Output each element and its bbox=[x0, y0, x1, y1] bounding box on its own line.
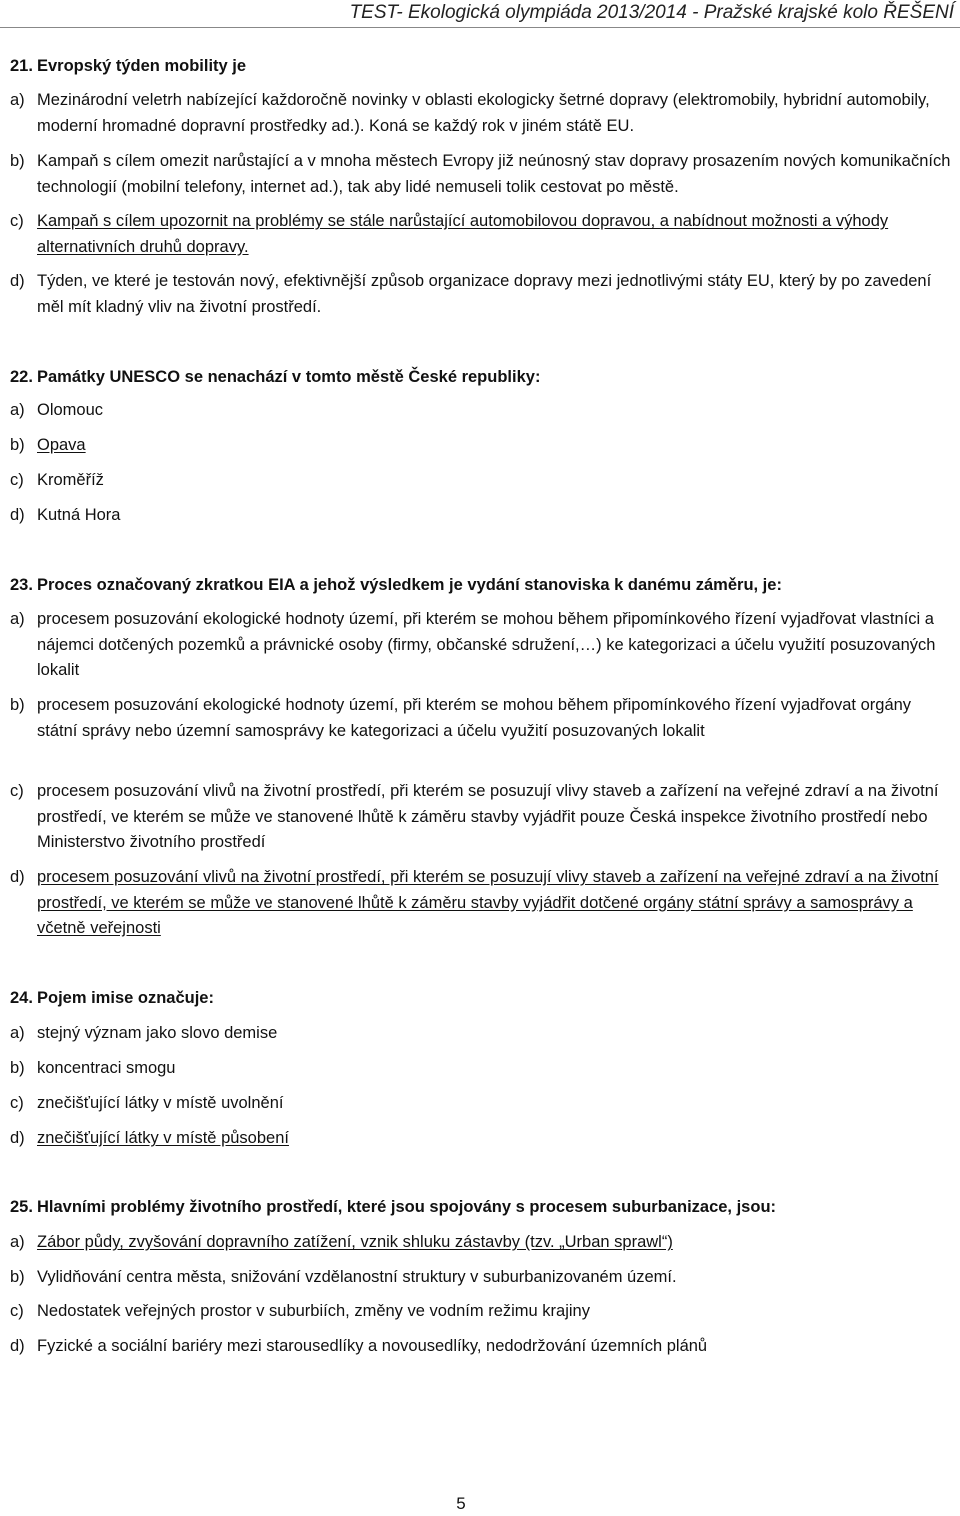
question-25-title bbox=[10, 1195, 955, 1219]
option-letter: b) bbox=[10, 436, 25, 454]
option-letter: b) bbox=[10, 152, 25, 170]
question-text: Hlavními problémy životního prostředí, které jsou spojovány s procesem suburbanizace, jsou: bbox=[37, 1198, 777, 1216]
question-24-option-a bbox=[10, 1021, 955, 1047]
option-letter: a) bbox=[10, 91, 25, 109]
question-number: 23. bbox=[10, 576, 33, 594]
question-text: Evropský týden mobility je bbox=[37, 57, 247, 75]
question-24-option-d bbox=[10, 1126, 955, 1152]
option-text: Vylidňování centra města, snižování vzdělanostní struktury v suburbanizovaném území. bbox=[37, 1268, 677, 1286]
option-letter: b) bbox=[10, 1059, 25, 1077]
option-text: procesem posuzování ekologické hodnoty území, při kterém se mohou během připomínkového řízení vyjadřovat orgány státní správy nebo územní samosprávy ke kategorizaci a účelu využití posuzovaných lokalit bbox=[37, 696, 912, 740]
question-24-option-b bbox=[10, 1056, 955, 1082]
option-letter: a) bbox=[10, 1233, 25, 1251]
option-letter: c) bbox=[10, 212, 24, 230]
option-letter: d) bbox=[10, 1337, 25, 1355]
question-text: Proces označovaný zkratkou EIA a jehož výsledkem je vydání stanoviska k danému záměru, je: bbox=[37, 576, 782, 594]
question-21-option-a bbox=[10, 88, 955, 139]
option-letter: c) bbox=[10, 1302, 24, 1320]
option-text: Kampaň s cílem omezit narůstající a v mnoha městech Evropy již neúnosný stav dopravy prosazením nových komunikačních technologií (mobilní telefony, internet ad.), tak aby lidé nemuseli tolik cestovat po městě. bbox=[37, 152, 951, 196]
option-letter: d) bbox=[10, 868, 25, 886]
question-22-title bbox=[10, 365, 955, 389]
option-text: procesem posuzování ekologické hodnoty území, při kterém se mohou během připomínkového řízení vyjadřovat vlastníci a nájemci dotčených pozemků a právnické osoby (firmy, občanské sdružení,…) ke kategorizaci a účelu využití posuzovaných lokalit bbox=[37, 610, 936, 679]
question-21-option-d bbox=[10, 269, 955, 320]
option-letter: c) bbox=[10, 1094, 24, 1112]
header-rule bbox=[0, 27, 960, 28]
question-25-option-a bbox=[10, 1230, 955, 1256]
option-text-correct: procesem posuzování vlivů na životní prostředí, při kterém se posuzují vlivy staveb a zařízení na veřejné zdraví a na životní prostředí, ve kterém se může ve stanovené lhůtě k záměru stavby vyjádřit dotčené orgány státní správy a samosprávy a včetně veřejnosti bbox=[37, 868, 939, 937]
option-text-correct: Opava bbox=[37, 436, 86, 454]
option-letter: a) bbox=[10, 610, 25, 628]
option-letter: d) bbox=[10, 1129, 25, 1147]
option-text: koncentraci smogu bbox=[37, 1059, 176, 1077]
option-text-correct: znečišťující látky v místě působení bbox=[37, 1129, 289, 1147]
question-22-option-d bbox=[10, 503, 955, 529]
question-number: 24. bbox=[10, 989, 33, 1007]
option-letter: a) bbox=[10, 1024, 25, 1042]
question-23-option-b bbox=[10, 693, 955, 744]
option-letter: d) bbox=[10, 506, 25, 524]
question-25-option-c bbox=[10, 1299, 955, 1325]
option-text: stejný význam jako slovo demise bbox=[37, 1024, 278, 1042]
question-23-option-c bbox=[10, 779, 955, 856]
question-22-option-c bbox=[10, 468, 955, 494]
question-number: 25. bbox=[10, 1198, 33, 1216]
option-letter: c) bbox=[10, 782, 24, 800]
question-text: Pojem imise označuje: bbox=[37, 989, 214, 1007]
question-24-title bbox=[10, 986, 955, 1010]
page-header: TEST- Ekologická olympiáda 2013/2014 - Pražské krajské kolo ŘEŠENÍ bbox=[349, 2, 954, 23]
option-letter: a) bbox=[10, 401, 25, 419]
question-25-option-d bbox=[10, 1334, 955, 1360]
question-22-option-a bbox=[10, 398, 955, 424]
option-text-correct: Kampaň s cílem upozornit na problémy se stále narůstající automobilovou dopravou, a nabídnout možnosti a výhody alternativních druhů dopravy. bbox=[37, 212, 889, 256]
option-text: Olomouc bbox=[37, 401, 104, 419]
option-letter: c) bbox=[10, 471, 24, 489]
question-21-option-c bbox=[10, 209, 955, 260]
option-letter: b) bbox=[10, 696, 25, 714]
question-25-option-b bbox=[10, 1265, 955, 1291]
option-text: Mezinárodní veletrh nabízející každoročně novinky v oblasti ekologicky šetrné dopravy (elektromobily, hybridní automobily, moderní hromadné dopravní prostředky ad.). Koná se každý rok v jiném státě EU. bbox=[37, 91, 930, 135]
option-text: Nedostatek veřejných prostor v suburbiích, změny ve vodním režimu krajiny bbox=[37, 1302, 590, 1320]
option-text: Kutná Hora bbox=[37, 506, 121, 524]
option-letter: b) bbox=[10, 1268, 25, 1286]
question-22-option-b bbox=[10, 433, 955, 459]
option-letter: d) bbox=[10, 272, 25, 290]
question-number: 21. bbox=[10, 57, 33, 75]
question-21-title bbox=[10, 54, 955, 78]
option-text-correct: Zábor půdy, zvyšování dopravního zatížení, vznik shluku zástavby (tzv. „Urban sprawl“) bbox=[37, 1233, 673, 1251]
question-21-option-b bbox=[10, 149, 955, 200]
question-23-title bbox=[10, 573, 955, 597]
option-text: Kroměříž bbox=[37, 471, 104, 489]
question-number: 22. bbox=[10, 368, 33, 386]
question-23-option-a bbox=[10, 607, 955, 684]
option-text: Fyzické a sociální bariéry mezi starousedlíky a novousedlíky, nedodržování územních plánů bbox=[37, 1337, 708, 1355]
page-number: 5 bbox=[456, 1494, 466, 1513]
option-text: Týden, ve které je testován nový, efektivnější způsob organizace dopravy mezi jednotlivými státy EU, který by po zavedení měl mít kladný vliv na životní prostředí. bbox=[37, 272, 932, 316]
question-23-option-d bbox=[10, 865, 955, 942]
question-24-option-c bbox=[10, 1091, 955, 1117]
option-text: procesem posuzování vlivů na životní prostředí, při kterém se posuzují vlivy staveb a zařízení na veřejné zdraví a na životní prostředí, ve kterém se může ve stanovené lhůtě k záměru stavby vyjádřit pouze Česká inspekce životního prostředí nebo Ministerstvo životního prostředí bbox=[37, 782, 939, 851]
option-text: znečišťující látky v místě uvolnění bbox=[37, 1094, 284, 1112]
question-text: Památky UNESCO se nenachází v tomto městě České republiky: bbox=[37, 368, 541, 386]
